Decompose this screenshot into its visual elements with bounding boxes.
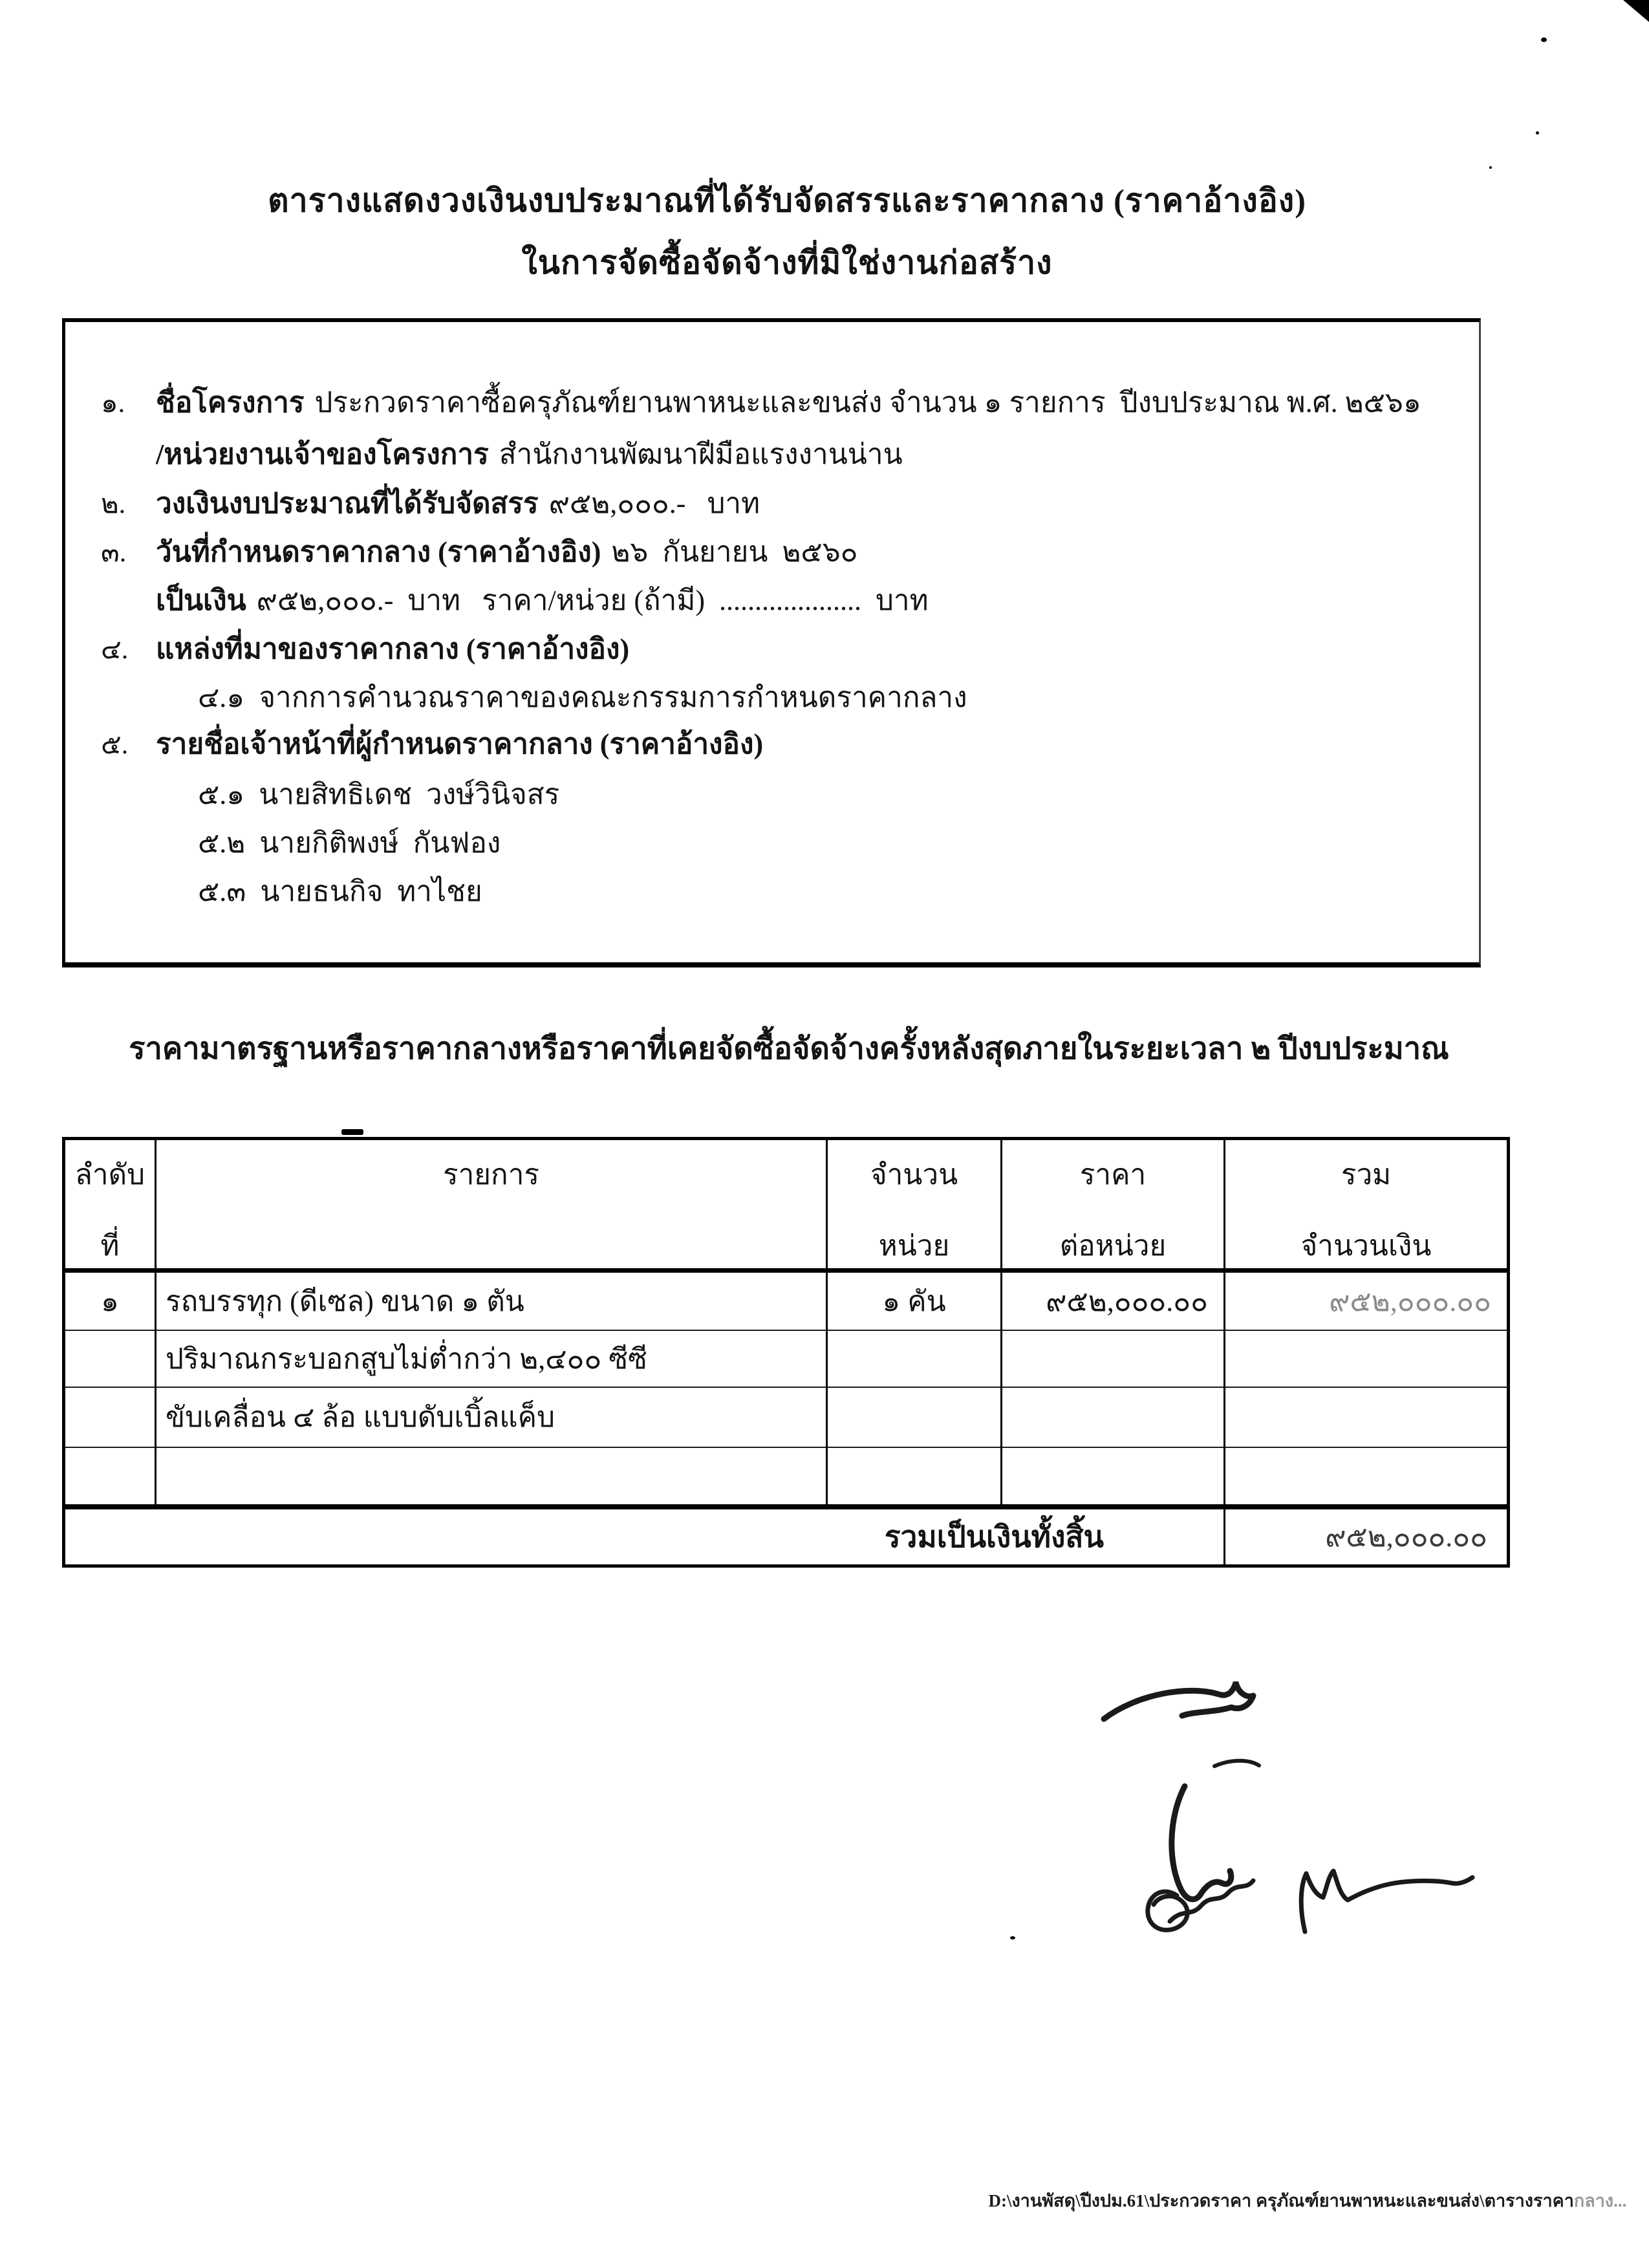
row-no xyxy=(64,1447,156,1507)
table-row xyxy=(64,1447,1509,1507)
budget-amount-line xyxy=(65,485,1459,523)
table-header-row xyxy=(64,1139,1509,1271)
scan-smudge xyxy=(341,1129,363,1135)
table-row xyxy=(64,1271,1509,1330)
scan-speck xyxy=(1536,131,1539,135)
header-sequence: ลำดับ ที่ xyxy=(64,1139,156,1271)
item-label: แหล่งที่มาของราคากลาง (ราคาอ้างอิง) xyxy=(156,633,630,665)
reference-price-heading: ราคามาตรฐานหรือราคากลางหรือราคาที่เคยจัดซื้อจัดจ้างครั้งหลังสุดภายในระยะเวลา ๒ ปีงบประมาณ xyxy=(129,1032,1449,1066)
price-source-sub-line xyxy=(65,679,1556,717)
document-title xyxy=(0,169,1611,294)
total-label: รวมเป็นเงินทั้งสิ้น xyxy=(64,1507,1225,1566)
item-label: วันที่กำหนดราคากลาง (ราคาอ้างอิง) xyxy=(156,536,601,568)
signature-strokes xyxy=(1086,1681,1500,1953)
reference-date-line xyxy=(65,534,1459,572)
item-number: ๓. xyxy=(101,538,127,568)
total-amount: ๙๕๒,๐๐๐.๐๐ xyxy=(1225,1507,1509,1566)
row-qty xyxy=(827,1330,1002,1387)
officer-1-line xyxy=(65,776,1556,814)
item-value: ๙๕๒,๐๐๐.- บาท ราคา/หน่วย (ถ้ามี) .................... บาท xyxy=(256,585,929,616)
item-label: ชื่อโครงการ xyxy=(156,387,305,418)
signature xyxy=(1086,1681,1500,1956)
row-amount xyxy=(1225,1447,1509,1507)
price-table xyxy=(62,1137,1510,1568)
item-label: วงเงินงบประมาณที่ได้รับจัดสรร xyxy=(156,488,539,519)
row-no xyxy=(64,1330,156,1387)
row-item: ขับเคลื่อน ๔ ล้อ แบบดับเบิ้ลแค็บ xyxy=(156,1387,827,1447)
row-amount xyxy=(1225,1330,1509,1387)
officer-3-line xyxy=(65,873,1556,911)
item-label: เป็นเงิน xyxy=(156,585,246,616)
row-qty xyxy=(827,1447,1002,1507)
officer-2-line xyxy=(65,825,1556,862)
row-unit-price xyxy=(1002,1447,1225,1507)
footer-file-path-faded: กลาง... xyxy=(1573,2191,1627,2210)
row-unit-price: ๙๕๒,๐๐๐.๐๐ xyxy=(1002,1271,1225,1330)
row-item: รถบรรทุก (ดีเซล) ขนาด ๑ ตัน xyxy=(156,1271,827,1330)
row-qty: ๑ คัน xyxy=(827,1271,1002,1330)
scan-speck xyxy=(1489,166,1492,169)
officer-list-line xyxy=(65,726,1459,764)
scan-speck xyxy=(1010,1936,1015,1939)
footer-file-path xyxy=(980,2166,1626,2214)
row-unit-price xyxy=(1002,1330,1225,1387)
row-unit-price xyxy=(1002,1387,1225,1447)
header-total-amount: รวม จำนวนเงิน xyxy=(1225,1139,1509,1271)
price-source-line xyxy=(65,631,1459,669)
item-number: ๑. xyxy=(101,389,125,418)
document-title-line2: ในการจัดซื้อจัดจ้างที่มิใช่งานก่อสร้าง xyxy=(521,244,1053,281)
header-quantity: จำนวน หน่วย xyxy=(827,1139,1002,1271)
row-amount: ๙๕๒,๐๐๐.๐๐ xyxy=(1225,1271,1509,1330)
item-value: ๕.๓ นายธนกิจ ทาไชย xyxy=(198,876,482,907)
table-total-row xyxy=(64,1507,1509,1566)
item-number: ๔. xyxy=(101,635,129,665)
item-label: รายชื่อเจ้าหน้าที่ผู้กำหนดราคากลาง (ราคาอ้างอิง) xyxy=(156,728,764,760)
project-owner-line xyxy=(65,436,1459,473)
header-unit-price: ราคา ต่อหน่วย xyxy=(1002,1139,1225,1271)
row-item: ปริมาณกระบอกสูบไม่ต่ำกว่า ๒,๔๐๐ ซีซี xyxy=(156,1330,827,1387)
item-number: ๒. xyxy=(101,490,126,519)
document-title-line1: ตารางแสดงวงเงินงบประมาณที่ได้รับจัดสรรและราคากลาง (ราคาอ้างอิง) xyxy=(268,182,1306,219)
item-label: /หน่วยงานเจ้าของโครงการ xyxy=(156,438,489,470)
row-item xyxy=(156,1447,827,1507)
table-row xyxy=(64,1330,1509,1387)
corner-fold-mark xyxy=(1623,0,1649,22)
item-value: ๙๕๒,๐๐๐.- บาท xyxy=(548,488,760,519)
item-value: สำนักงานพัฒนาฝีมือแรงงานน่าน xyxy=(499,438,903,470)
item-value: ๕.๑ นายสิทธิเดช วงษ์วินิจสร xyxy=(198,779,560,810)
row-no: ๑ xyxy=(64,1271,156,1330)
item-number: ๕. xyxy=(101,730,129,760)
table-row xyxy=(64,1387,1509,1447)
project-name-line xyxy=(65,384,1459,422)
item-value: ประกวดราคาซื้อครุภัณฑ์ยานพาหนะและขนส่ง จำนวน ๑ รายการ ปีงบประมาณ พ.ศ. ๒๕๖๑ xyxy=(314,387,1421,418)
item-value: ๕.๒ นายกิติพงษ์ กันฟอง xyxy=(198,827,501,859)
row-qty xyxy=(827,1387,1002,1447)
item-value: ๔.๑ จากการคำนวณราคาของคณะกรรมการกำหนดราคากลาง xyxy=(198,682,967,713)
amount-detail-line xyxy=(65,582,1459,620)
item-value: ๒๖ กันยายน ๒๕๖๐ xyxy=(611,536,858,568)
budget-info-box xyxy=(62,318,1481,967)
header-item: รายการ xyxy=(156,1139,827,1271)
footer-file-path-main: D:\งานพัสดุ\ปีงปม.61\ประกวดราคา ครุภัณฑ์ยานพาหนะและขนส่ง\ตารางราคา xyxy=(988,2191,1574,2210)
scan-speck xyxy=(1541,38,1547,42)
row-amount xyxy=(1225,1387,1509,1447)
row-no xyxy=(64,1387,156,1447)
